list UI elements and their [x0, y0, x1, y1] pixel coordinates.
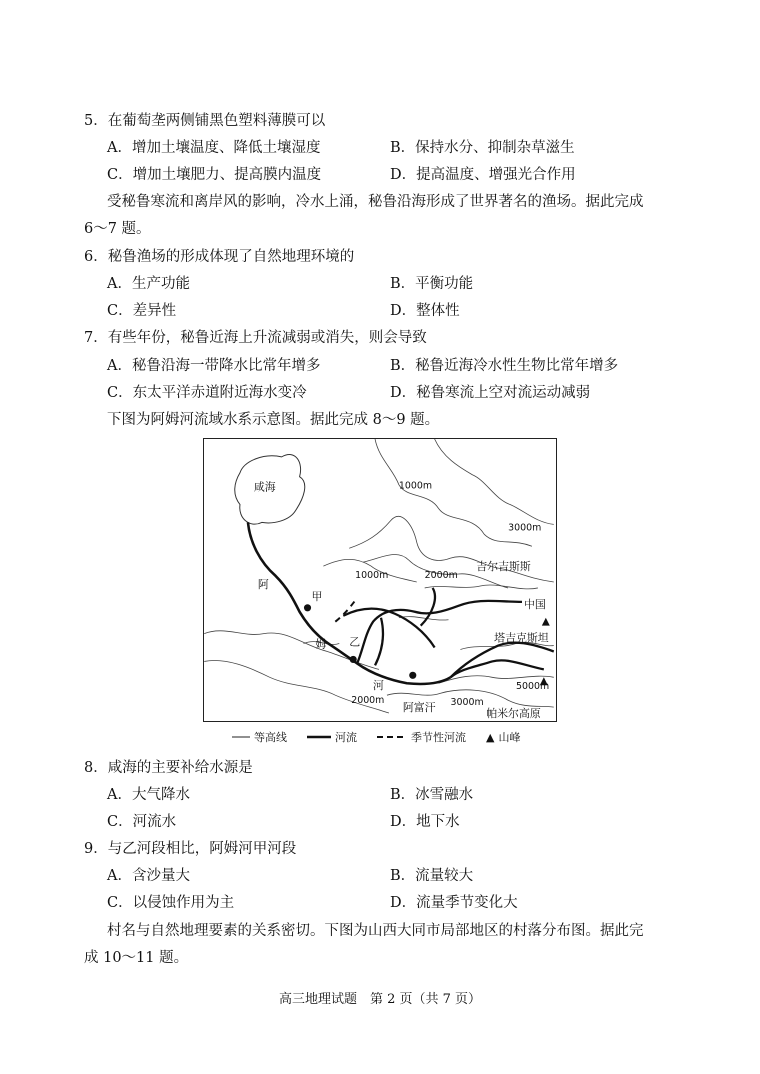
label-afghan: 阿富汗: [402, 701, 436, 715]
q6-stem: 6．秘鲁渔场的形成体现了自然地理环境的: [84, 249, 355, 265]
q9-option-a: A．含沙量大: [107, 868, 190, 884]
q6-option-a: A．生产功能: [107, 276, 190, 292]
q9-option-b: B．流量较大: [390, 868, 474, 884]
label-c2000b: 2000m: [351, 695, 385, 707]
label-yi: 乙: [349, 635, 361, 649]
intro-8-9: 下图为阿姆河流域水系示意图。据此完成 8～9 题。: [107, 412, 440, 428]
point-jia: [304, 604, 311, 611]
q6-option-c: C．差异性: [107, 303, 177, 319]
peak-triangle-china: [542, 618, 550, 626]
q9-option-d: D．流量季节变化大: [390, 895, 518, 911]
intro-6-7-line1: 受秘鲁寒流和离岸风的影响，冷水上涌，秘鲁沿海形成了世界著名的渔场。据此完成: [107, 194, 644, 210]
q8-stem: 8．咸海的主要补给水源是: [84, 760, 253, 776]
label-a: 阿: [257, 577, 269, 591]
label-c1000a: 1000m: [398, 480, 433, 492]
q7-stem: 7．有些年份，秘鲁近海上升流减弱或消失，则会导致: [84, 330, 427, 346]
q8-option-c: C．河流水: [107, 814, 177, 830]
q5-option-b: B．保持水分、抑制杂草滋生: [390, 140, 575, 156]
q7-option-b: B．秘鲁近海冷水性生物比常年增多: [390, 358, 619, 374]
label-mu: 姆: [315, 637, 327, 651]
label-pamir: 帕米尔高原: [486, 707, 541, 721]
legend-seasonal-label: 季节性河流: [411, 731, 466, 744]
q5-option-a: A．增加土壤温度、降低土壤湿度: [107, 140, 321, 156]
q9-option-c: C．以侵蚀作用为主: [107, 895, 235, 911]
legend-contour: [232, 729, 287, 745]
label-c1000b: 1000m: [355, 570, 389, 582]
q6-option-b: B．平衡功能: [390, 276, 474, 292]
intro-6-7-line2: 6～7 题。: [84, 221, 151, 237]
label-c2000a: 2000m: [424, 570, 458, 582]
q7-option-a: A．秘鲁沿海一带降水比常年增多: [107, 358, 321, 374]
legend-river: [307, 729, 357, 745]
label-c5000: 5000m: [516, 681, 550, 693]
label-c3000a: 3000m: [508, 522, 542, 534]
intro-10-11-line2: 成 10～11 题。: [84, 950, 189, 966]
map-legend: [232, 729, 534, 745]
legend-seasonal: [377, 729, 466, 745]
q8-option-b: B．冰雪融水: [390, 787, 474, 803]
label-xianhai: 咸海: [253, 480, 276, 494]
q7-option-d: D．秘鲁寒流上空对流运动减弱: [390, 385, 591, 401]
q5-option-c: C．增加土壤肥力、提高膜内温度: [107, 167, 322, 183]
legend-river-symbol: [307, 733, 331, 741]
page-footer: 高三地理试题 第 2 页（共 7 页）: [278, 992, 482, 1007]
q9-stem: 9．与乙河段相比，阿姆河甲河段: [84, 841, 297, 857]
q5-option-d: D．提高温度、增强光合作用: [390, 167, 576, 183]
label-tajik: 塔吉克斯坦: [494, 631, 549, 645]
peak-icon: ▲: [486, 730, 495, 744]
legend-contour-symbol: [232, 733, 250, 741]
legend-peak-label: 山峰: [498, 731, 521, 744]
amu-darya-basin-map: [203, 438, 557, 722]
label-he: 河: [373, 679, 384, 693]
legend-peak: [486, 729, 520, 745]
q7-option-c: C．东太平洋赤道附近海水变冷: [107, 385, 307, 401]
legend-contour-label: 等高线: [254, 731, 287, 744]
q5-stem: 5．在葡萄垄两侧铺黑色塑料薄膜可以: [84, 113, 326, 129]
label-china: 中国: [523, 597, 546, 611]
point-yi: [350, 656, 357, 663]
legend-seasonal-symbol: [377, 733, 407, 741]
seasonal-river: [335, 598, 357, 622]
legend-river-label: 河流: [335, 731, 357, 744]
label-jia: 甲: [311, 589, 323, 603]
label-kyrgyz: 吉尔吉斯斯: [476, 560, 531, 574]
label-c3000b: 3000m: [450, 697, 484, 709]
map-svg: [204, 439, 556, 721]
q8-option-d: D．地下水: [390, 814, 460, 830]
intro-10-11-line1: 村名与自然地理要素的关系密切。下图为山西大同市局部地区的村落分布图。据此完: [107, 923, 644, 939]
point-confluence: [409, 672, 416, 679]
q6-option-d: D．整体性: [390, 303, 460, 319]
q8-option-a: A．大气降水: [107, 787, 190, 803]
